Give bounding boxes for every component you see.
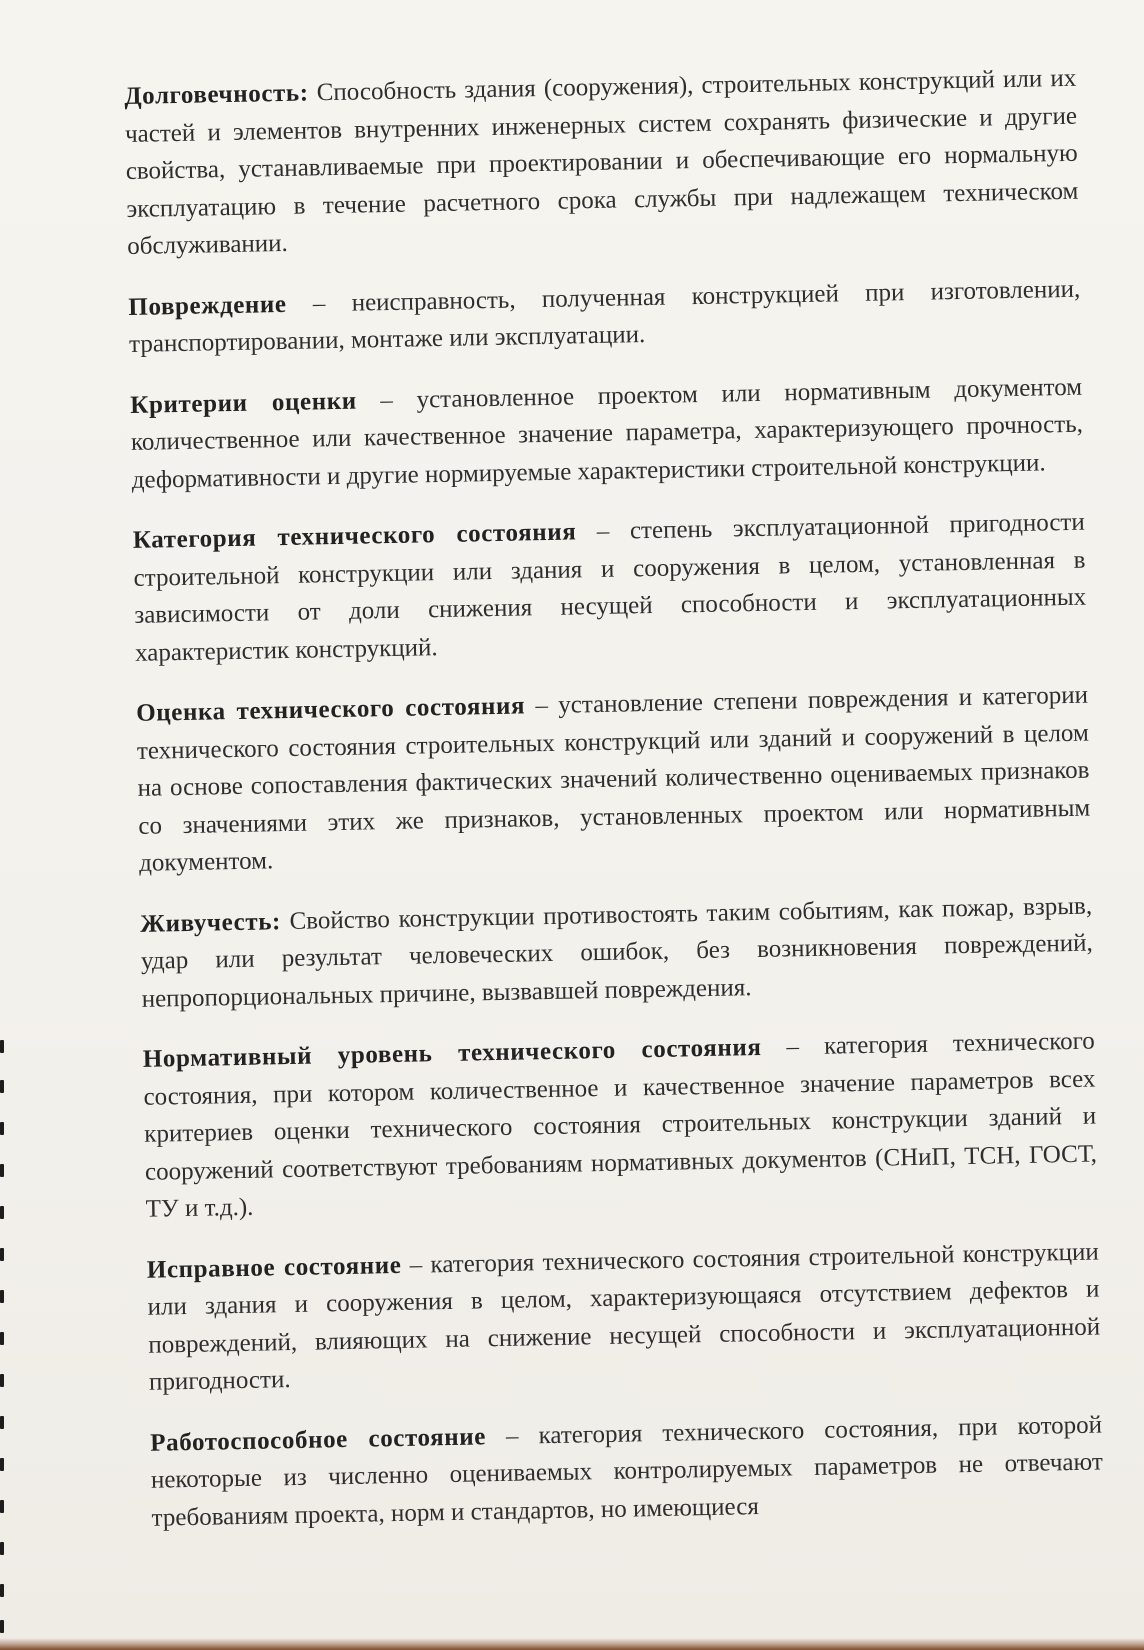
term-definition: – степень эксплуатационной пригодности строительной конструкции или здания и сооружения в целом, установленная в зависимости от доли снижения несущей способности и эксплуатационных характеристик конструкций. bbox=[133, 508, 1087, 667]
term-heading: Критерии оценки bbox=[130, 387, 357, 419]
definition-paragraph bbox=[142, 1023, 1097, 1229]
term-heading: Нормативный уровень технического состояния bbox=[142, 1033, 762, 1073]
term-heading: Оценка технического состояния bbox=[135, 692, 526, 727]
term-definition: – установленное проектом или нормативным документом количественное или качественное значение параметра, характеризующего прочность, деформативности и другие нормируемые характеристики строительной конструкции. bbox=[130, 373, 1084, 494]
definition-paragraph bbox=[130, 368, 1084, 499]
definition-paragraph bbox=[128, 270, 1081, 363]
definition-paragraph bbox=[147, 1233, 1102, 1401]
term-definition: Свойство конструкции противостоять таким событиям, как пожар, взрыв, удар или результат человеческих ошибок, без возникновения повреждений, непропорциональных причине, вызвавшей повреждения. bbox=[140, 892, 1094, 1013]
term-heading: Исправное состояние bbox=[146, 1251, 402, 1284]
definition-paragraph bbox=[140, 887, 1094, 1018]
term-definition: – категория технического состояния, при котором количественное и качественное значение параметров всех критериев оценки технического состояния строительных конструкции зданий и сооружений соответствуют требованиям нормативных документов (СНиП, ТСН, ГОСТ, ТУ и т.д.). bbox=[143, 1027, 1098, 1223]
spiral-binding-holes bbox=[0, 1040, 6, 1640]
term-definition: – установление степени повреждения и категории технического состояния строительных конструкций или зданий и сооружений в целом на основе сопоставления фактических значений количественно оцениваемых признаков со значениями этих же признаков, установленных проектом или нормативным документом. bbox=[136, 681, 1091, 877]
term-heading: Повреждение bbox=[128, 290, 287, 321]
definition-paragraph bbox=[136, 677, 1091, 883]
term-heading: Долговечность: bbox=[124, 79, 309, 110]
definition-paragraph bbox=[150, 1406, 1104, 1537]
term-heading: Категория технического состояния bbox=[132, 518, 577, 554]
term-definition: Способность здания (сооружения), строительных конструкций или их частей и элементов внутренних инженерных систем сохранять физические и другие свойства, устанавливаемые при проектировании и обеспечивающие его нормальную эксплуатацию в течение расчетного срока службы при надлежащем техническом обслуживании. bbox=[124, 64, 1079, 260]
term-definition: – категория технического состояния, при которой некоторые из численно оцениваемых контролируемых параметров не отвечают требованиям проекта, норм и стандартов, но имеющиеся bbox=[150, 1410, 1104, 1532]
term-definition: – неисправность, полученная конструкцией при изготовлении, транспортировании, монтаже или эксплуатации. bbox=[128, 275, 1081, 358]
document-body bbox=[124, 60, 1104, 1560]
page-bottom-edge bbox=[0, 1638, 1144, 1650]
definition-paragraph bbox=[124, 60, 1079, 266]
definition-paragraph bbox=[133, 504, 1088, 672]
term-definition: – категория технического состояния строительной конструкции или здания и сооружения в целом, характеризующаяся отсутствием дефектов и повреждений, влияющих на снижение несущей способности и эксплуатационной пригодности. bbox=[147, 1238, 1101, 1396]
term-heading: Живучесть: bbox=[139, 907, 282, 938]
term-heading: Работоспособное состояние bbox=[149, 1422, 487, 1457]
